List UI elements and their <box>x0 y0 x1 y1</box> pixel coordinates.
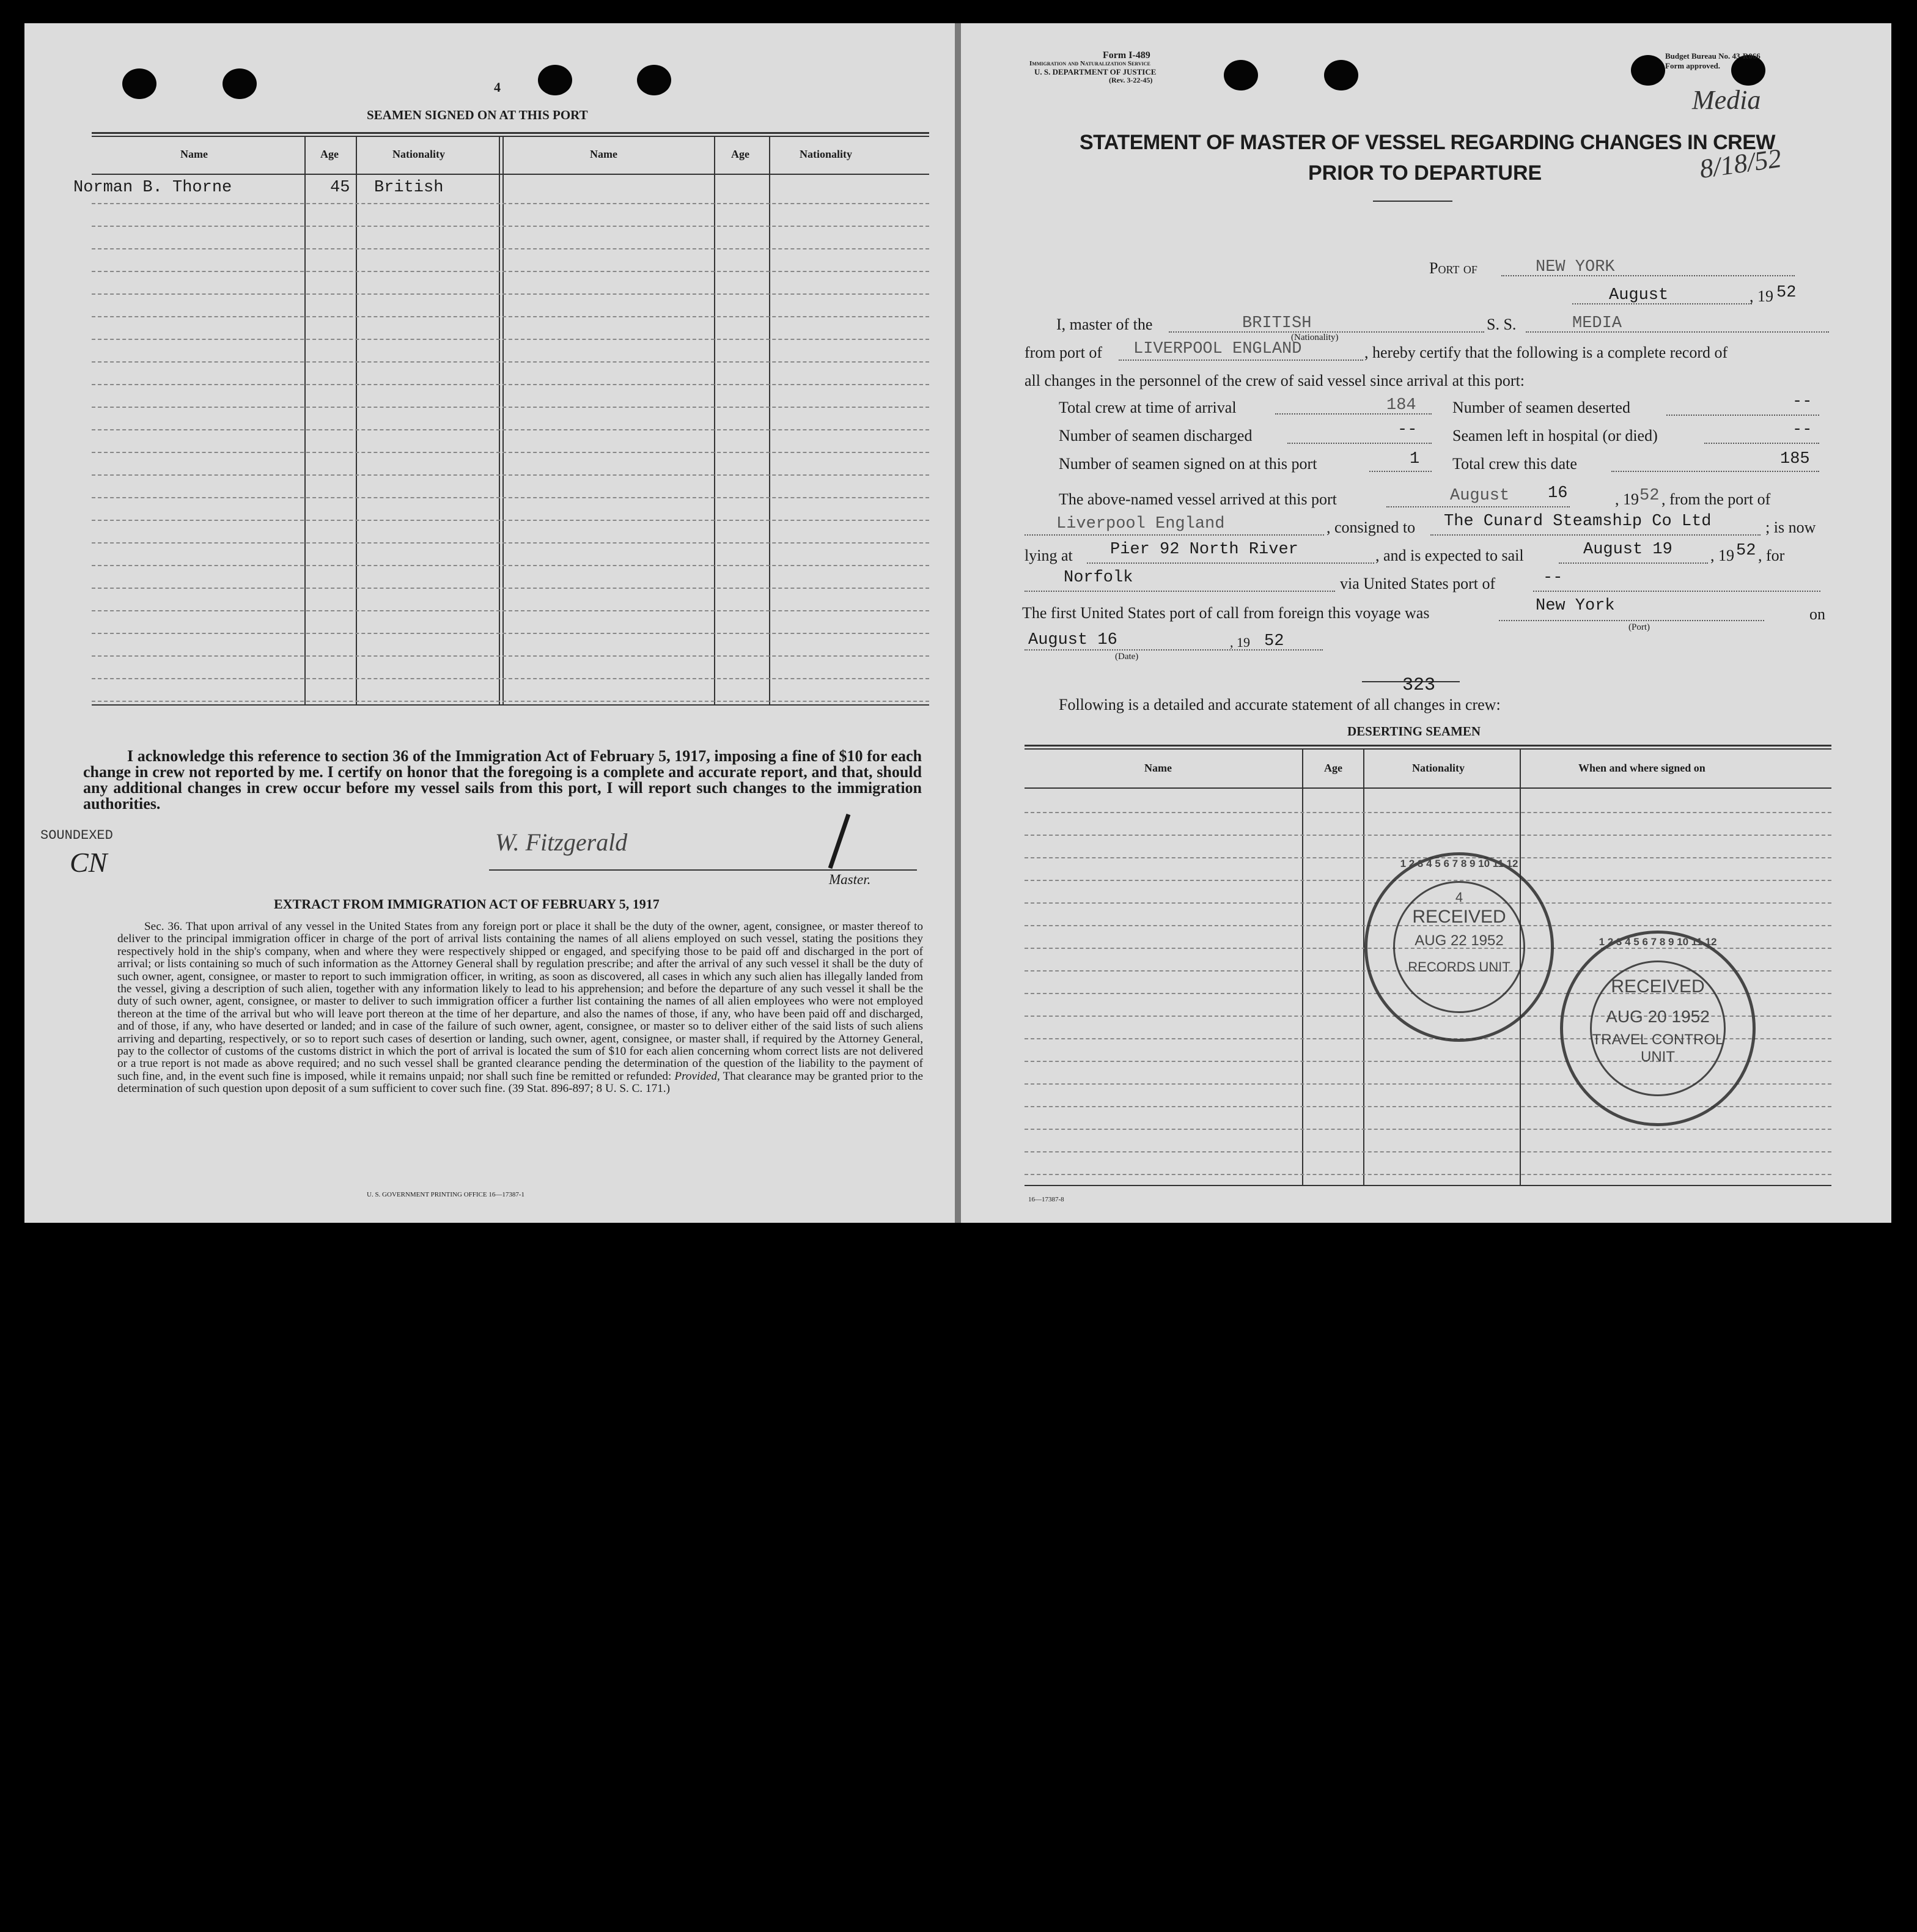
table-row-rule <box>92 678 929 679</box>
year-prefix: , 19 <box>1750 287 1773 305</box>
hospital-label: Seamen left in hospital (or died) <box>1452 427 1658 444</box>
table-row-age: 45 <box>330 179 350 197</box>
field-dots <box>1287 443 1432 444</box>
field-dots <box>1430 534 1761 536</box>
table-row-rule <box>92 701 929 702</box>
signature-line <box>489 869 917 871</box>
col-rule <box>304 136 306 704</box>
col-rule <box>356 136 357 704</box>
table-row-rule <box>92 452 929 453</box>
certify-text: , hereby certify that the following is a complete record of <box>1364 344 1728 361</box>
column-header: Name <box>180 148 208 160</box>
total-arrival-label: Total crew at time of arrival <box>1059 399 1237 416</box>
extract-text <box>117 921 923 1096</box>
total-arrival-value: 184 <box>1386 396 1416 415</box>
master-of-label: I, master of the <box>1056 315 1153 333</box>
arrived-day: 16 <box>1548 484 1568 503</box>
extract-tail: That clearance may be granted prior to the determination of such question upon deposit of a sum sufficient to cover such fine. (39 Stat. 896-897; 8 U. S. C. 171.) <box>117 1069 924 1096</box>
field-dots <box>1369 471 1432 472</box>
first-year: 52 <box>1264 632 1284 651</box>
punch-hole <box>122 68 156 99</box>
field-dots <box>1119 359 1363 361</box>
table-row-rule <box>92 407 929 408</box>
table-row-rule <box>92 293 929 295</box>
arrived-label: The above-named vessel arrived at this port <box>1059 490 1337 508</box>
handwritten-date: 8/18/52 <box>1698 142 1784 185</box>
stamp-ring-numbers: 1 2 3 4 5 6 7 8 9 10 11 12 <box>1400 858 1518 869</box>
table-row-rule <box>1025 1129 1831 1130</box>
via-value: -- <box>1543 569 1563 587</box>
column-header: When and where signed on <box>1578 762 1705 774</box>
table-row-rule <box>1025 1151 1831 1152</box>
deserting-title: DESERTING SEAMEN <box>1347 724 1481 739</box>
deserted-label: Number of seamen deserted <box>1452 399 1630 416</box>
field-dots <box>1499 620 1764 621</box>
total-date-value: 185 <box>1780 450 1810 468</box>
column-header: Nationality <box>1412 762 1465 774</box>
date-caption: (Date) <box>1115 652 1139 662</box>
form-approved: Form approved. <box>1665 61 1721 70</box>
field-dots <box>1087 562 1374 564</box>
table-header-rule <box>92 174 929 175</box>
arrived-year: 52 <box>1639 487 1660 505</box>
master-label: Master. <box>829 872 871 887</box>
sail-year-prefix: , 19 <box>1710 547 1734 564</box>
stamp-date: AUG 22 1952 <box>1415 932 1504 949</box>
from-port-2: Liverpool England <box>1056 515 1225 533</box>
from-port-value: LIVERPOOL ENGLAND <box>1133 340 1302 358</box>
table-header-rule <box>1025 787 1831 789</box>
discharged-value: -- <box>1397 421 1418 439</box>
table-row-rule <box>92 316 929 317</box>
signature-stroke <box>819 812 856 873</box>
col-rule <box>1302 748 1303 1185</box>
col-rule <box>502 136 504 704</box>
column-header: Name <box>1144 762 1172 774</box>
table-row-rule <box>92 226 929 227</box>
port-label: Port of <box>1429 259 1477 277</box>
nationality-caption: (Nationality) <box>1291 333 1339 342</box>
year-value: 52 <box>1776 284 1797 302</box>
handwritten-ship-name: Media <box>1692 85 1761 115</box>
deserted-value: -- <box>1792 393 1812 411</box>
sail-year: 52 <box>1736 542 1756 560</box>
port-value: NEW YORK <box>1536 258 1615 276</box>
table-top-rule <box>1025 745 1831 747</box>
master-signature: W. Fitzgerald <box>495 828 628 856</box>
left-page <box>24 23 955 1223</box>
table-top-rule <box>1025 748 1831 750</box>
table-top-rule <box>92 136 929 137</box>
stamp-unit-2: UNIT <box>1641 1049 1675 1065</box>
total-date-label: Total crew this date <box>1452 455 1577 473</box>
table-row-rule <box>92 429 929 430</box>
punch-hole <box>1631 55 1665 86</box>
is-now: ; is now <box>1765 518 1816 536</box>
budget-bureau: Budget Bureau No. 43-R066 <box>1665 51 1761 61</box>
lying-at-label: lying at <box>1025 547 1073 564</box>
form-revision: (Rev. 3-22-45) <box>1109 76 1153 84</box>
stamp-unit: RECORDS UNIT <box>1408 959 1510 975</box>
table-row-rule <box>92 655 929 657</box>
stamp-unit-1: TRAVEL CONTROL <box>1592 1031 1724 1048</box>
table-row-rule <box>1025 812 1831 813</box>
section-title: SEAMEN SIGNED ON AT THIS PORT <box>367 108 588 122</box>
column-header: Age <box>1324 762 1342 774</box>
column-header: Age <box>731 148 749 160</box>
file-number: 323 <box>1402 675 1436 696</box>
discharged-label: Number of seamen discharged <box>1059 427 1253 444</box>
from-the-port: , from the port of <box>1661 490 1771 508</box>
soundexed-mark: CN <box>70 847 108 878</box>
signed-on-label: Number of seamen signed on at this port <box>1059 455 1317 473</box>
arrived-month: August <box>1450 487 1510 505</box>
sail-date: August 19 <box>1583 540 1672 559</box>
table-row-rule <box>92 384 929 385</box>
printer-line: 16—17387-8 <box>1028 1196 1064 1203</box>
from-port-label: from port of <box>1025 344 1103 361</box>
field-dots <box>1533 591 1820 592</box>
table-row-rule <box>92 339 929 340</box>
col-rule <box>769 136 770 704</box>
table-top-rule <box>92 132 929 134</box>
table-row-rule <box>92 565 929 566</box>
nationality-value: BRITISH <box>1242 314 1312 333</box>
received-stamp-records <box>1364 852 1554 1042</box>
column-header: Age <box>320 148 339 160</box>
table-row-name: Norman B. Thorne <box>73 179 232 197</box>
first-port: New York <box>1536 597 1615 615</box>
table-row-rule <box>92 610 929 611</box>
via-label: via United States port of <box>1340 575 1496 592</box>
col-rule <box>499 136 500 704</box>
col-rule <box>714 136 715 704</box>
section-label: Sec. 36. <box>144 920 183 933</box>
punch-hole <box>1324 60 1358 90</box>
field-dots <box>1704 443 1819 444</box>
field-dots <box>1386 506 1570 507</box>
lying-at: Pier 92 North River <box>1110 540 1298 559</box>
table-row-rule <box>92 542 929 544</box>
ship-value: MEDIA <box>1572 314 1622 333</box>
punch-hole <box>538 65 572 95</box>
stamp-date: AUG 20 1952 <box>1606 1007 1710 1026</box>
table-row-rule <box>92 248 929 249</box>
destination: Norfolk <box>1064 569 1133 587</box>
table-bottom-rule <box>1025 1185 1831 1186</box>
table-row-rule <box>92 203 929 204</box>
on-label: on <box>1809 605 1825 623</box>
stamp-ring-numbers: 1 2 3 4 5 6 7 8 9 10 11 12 <box>1599 936 1717 948</box>
ss-label: S. S. <box>1487 315 1517 333</box>
table-row-rule <box>92 271 929 272</box>
title-rule <box>1373 201 1452 202</box>
table-row-rule <box>92 497 929 498</box>
extract-title: EXTRACT FROM IMMIGRATION ACT OF FEBRUARY 5, 1917 <box>274 896 660 912</box>
acknowledgment-text: I acknowledge this reference to section 36 of the Immigration Act of February 5, 1917, imposing a fine of $10 for each change in crew not reported by me. I certify on honor that the foregoing is a complete and accurate report, and that, should any additional changes in crew occur before my vessel sails from this port, I will report such changes to the immigration authorities. <box>83 747 922 813</box>
table-row-rule <box>92 520 929 521</box>
form-number: Form I-489 <box>1103 50 1150 61</box>
consigned-label: , consigned to <box>1326 518 1416 536</box>
for-label: , for <box>1758 547 1785 564</box>
table-bottom-rule <box>92 704 929 706</box>
field-dots <box>1025 591 1335 592</box>
table-row-rule <box>92 361 929 363</box>
stamp-title: RECEIVED <box>1611 976 1705 997</box>
extract-provided: Provided, <box>674 1069 720 1083</box>
binding-seam <box>955 23 961 1223</box>
first-date: August 16 <box>1028 631 1117 649</box>
soundexed-stamp: SOUNDEXED <box>40 828 113 843</box>
table-row-rule <box>1025 835 1831 836</box>
hospital-value: -- <box>1792 421 1812 439</box>
stamp-top-mark: 4 <box>1455 890 1463 905</box>
table-row-nationality: British <box>374 179 444 197</box>
page-number: 4 <box>494 79 501 95</box>
field-dots <box>1611 471 1819 472</box>
column-header: Nationality <box>800 148 853 160</box>
punch-hole <box>1224 60 1258 90</box>
table-row-rule <box>1025 1174 1831 1175</box>
column-header: Name <box>590 148 617 160</box>
table-row-rule <box>92 474 929 476</box>
punch-hole <box>223 68 257 99</box>
first-year-prefix: , 19 <box>1230 635 1250 650</box>
following-text: Following is a detailed and accurate statement of all changes in crew: <box>1059 696 1501 713</box>
agency-line-1: Immigration and Naturalization Service <box>1029 60 1150 67</box>
arrived-year-prefix: , 19 <box>1615 490 1639 508</box>
port-caption: (Port) <box>1628 622 1650 632</box>
column-header: Nationality <box>392 148 446 160</box>
form-subtitle: PRIOR TO DEPARTURE <box>1308 161 1542 185</box>
right-page <box>961 23 1891 1223</box>
punch-hole <box>637 65 671 95</box>
stamp-title: RECEIVED <box>1412 907 1506 927</box>
table-row-rule <box>92 588 929 589</box>
extract-body: That upon arrival of any vessel in the United States from any foreign port or place it shall be the duty of the owner, agent, consignee, or master thereof to deliver to the principal immigration officer in charge of the port of arrival lists containing the names of all aliens employed on such vessel, stating the positions they respectively hold in the ship's company, when and where they were respectively shipped or engaged, and specifying those to be paid off and discharged in the port of arrival; or lists containing so much of such information as the Attorney General shall by regulation prescribe; and after the arrival of any such vessel it shall be the duty of such owner, agent, consignee, or master to report to such immigration officer, in writing, as soon as discovered, all cases in which any such alien has illegally landed from the vessel, giving a description of such alien, together with any information likely to lead to his apprehension; and before the departure of any such vessel it shall be the duty of such owner, agent, consignee, or master to deliver to such immigration officer a further list containing the names of all alien employees who were not employed thereon at the time of the arrival but who will leave port thereon at the time of her departure, and also the names of those, if any, who have been paid off and discharged, and of those, if any, who have deserted or landed; and in case of the failure of such owner, agent, consignee, or master so to deliver either of the said lists of such aliens arriving and departing, respectively, or so to report such cases of desertion or landing, such owner, agent, consignee, or master shall, if required by the Attorney General, pay to the collector of customs of the customs district in which the port of arrival is located the sum of $10 for each alien concerning whom correct lists are not delivered or a true report is not made as above required; and no such vessel shall be granted clearance pending the determination of the question of the liability to the payment of such fine, and, in the event such fine is imposed, while it remains unpaid; nor shall such fine be remitted or refunded: <box>117 920 923 1083</box>
date-value: August <box>1609 286 1669 304</box>
field-dots <box>1025 534 1324 536</box>
form-title: STATEMENT OF MASTER OF VESSEL REGARDING CHANGES IN CREW <box>1080 131 1775 154</box>
field-dots <box>1666 415 1819 416</box>
first-port-label: The first United States port of call from foreign this voyage was <box>1022 604 1430 622</box>
field-dots <box>1559 562 1708 564</box>
printer-line: U. S. GOVERNMENT PRINTING OFFICE 16—17387-1 <box>367 1191 525 1198</box>
table-row-rule <box>92 633 929 634</box>
field-dots <box>1526 331 1829 333</box>
expected-label: , and is expected to sail <box>1375 547 1524 564</box>
certify-text-2: all changes in the personnel of the crew of said vessel since arrival at this port: <box>1025 372 1525 389</box>
col-rule <box>1363 748 1364 1185</box>
agency-line-2: U. S. DEPARTMENT OF JUSTICE <box>1034 67 1157 76</box>
received-stamp-travel-control <box>1560 931 1756 1126</box>
signed-on-value: 1 <box>1410 450 1420 468</box>
consignee: The Cunard Steamship Co Ltd <box>1444 512 1712 531</box>
